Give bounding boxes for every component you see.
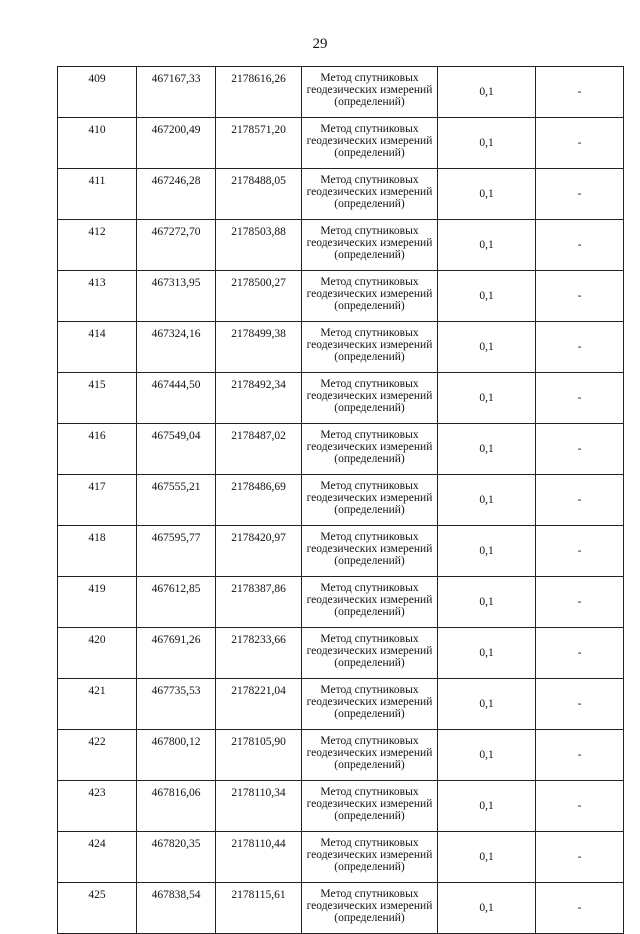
method-cell: Метод спутниковых геодезических измерений (определений): [302, 781, 438, 832]
note-cell: -: [536, 67, 624, 118]
table-row: [58, 169, 624, 220]
table-row: [58, 730, 624, 781]
method-cell: Метод спутниковых геодезических измерений (определений): [302, 67, 438, 118]
note-cell: -: [536, 373, 624, 424]
accuracy-cell: 0,1: [438, 373, 536, 424]
point-number-cell: 424: [58, 832, 137, 883]
y-coordinate-cell: 2178503,88: [216, 220, 302, 271]
point-number-cell: 410: [58, 118, 137, 169]
method-cell: Метод спутниковых геодезических измерений (определений): [302, 271, 438, 322]
table-row: [58, 832, 624, 883]
accuracy-cell: 0,1: [438, 781, 536, 832]
method-cell: Метод спутниковых геодезических измерений (определений): [302, 577, 438, 628]
coordinates-table: [57, 66, 624, 934]
x-coordinate-cell: 467246,28: [137, 169, 216, 220]
method-cell: Метод спутниковых геодезических измерений (определений): [302, 730, 438, 781]
note-cell: -: [536, 883, 624, 934]
note-cell: -: [536, 271, 624, 322]
y-coordinate-cell: 2178487,02: [216, 424, 302, 475]
x-coordinate-cell: 467735,53: [137, 679, 216, 730]
table-row: [58, 220, 624, 271]
y-coordinate-cell: 2178492,34: [216, 373, 302, 424]
method-cell: Метод спутниковых геодезических измерений (определений): [302, 220, 438, 271]
point-number-cell: 411: [58, 169, 137, 220]
point-number-cell: 419: [58, 577, 137, 628]
point-number-cell: 420: [58, 628, 137, 679]
note-cell: -: [536, 169, 624, 220]
x-coordinate-cell: 467549,04: [137, 424, 216, 475]
note-cell: -: [536, 679, 624, 730]
point-number-cell: 409: [58, 67, 137, 118]
coordinates-table-body: [58, 67, 624, 934]
accuracy-cell: 0,1: [438, 220, 536, 271]
accuracy-cell: 0,1: [438, 271, 536, 322]
x-coordinate-cell: 467324,16: [137, 322, 216, 373]
method-cell: Метод спутниковых геодезических измерений (определений): [302, 118, 438, 169]
note-cell: -: [536, 475, 624, 526]
y-coordinate-cell: 2178488,05: [216, 169, 302, 220]
point-number-cell: 417: [58, 475, 137, 526]
accuracy-cell: 0,1: [438, 832, 536, 883]
x-coordinate-cell: 467838,54: [137, 883, 216, 934]
accuracy-cell: 0,1: [438, 628, 536, 679]
note-cell: -: [536, 118, 624, 169]
y-coordinate-cell: 2178105,90: [216, 730, 302, 781]
x-coordinate-cell: 467272,70: [137, 220, 216, 271]
x-coordinate-cell: 467612,85: [137, 577, 216, 628]
method-cell: Метод спутниковых геодезических измерений (определений): [302, 883, 438, 934]
accuracy-cell: 0,1: [438, 67, 536, 118]
point-number-cell: 423: [58, 781, 137, 832]
x-coordinate-cell: 467313,95: [137, 271, 216, 322]
point-number-cell: 422: [58, 730, 137, 781]
table-row: [58, 322, 624, 373]
method-cell: Метод спутниковых геодезических измерений (определений): [302, 832, 438, 883]
table-row: [58, 628, 624, 679]
point-number-cell: 412: [58, 220, 137, 271]
method-cell: Метод спутниковых геодезических измерений (определений): [302, 679, 438, 730]
table-row: [58, 679, 624, 730]
table-row: [58, 475, 624, 526]
x-coordinate-cell: 467800,12: [137, 730, 216, 781]
table-row: [58, 883, 624, 934]
note-cell: -: [536, 781, 624, 832]
y-coordinate-cell: 2178500,27: [216, 271, 302, 322]
y-coordinate-cell: 2178616,26: [216, 67, 302, 118]
page-number: 29: [312, 36, 328, 52]
table-row: [58, 373, 624, 424]
accuracy-cell: 0,1: [438, 730, 536, 781]
method-cell: Метод спутниковых геодезических измерений (определений): [302, 322, 438, 373]
x-coordinate-cell: 467200,49: [137, 118, 216, 169]
y-coordinate-cell: 2178110,44: [216, 832, 302, 883]
note-cell: -: [536, 526, 624, 577]
note-cell: -: [536, 832, 624, 883]
x-coordinate-cell: 467820,35: [137, 832, 216, 883]
table-row: [58, 781, 624, 832]
accuracy-cell: 0,1: [438, 322, 536, 373]
note-cell: -: [536, 322, 624, 373]
y-coordinate-cell: 2178571,20: [216, 118, 302, 169]
point-number-cell: 415: [58, 373, 137, 424]
table-row: [58, 577, 624, 628]
method-cell: Метод спутниковых геодезических измерений (определений): [302, 373, 438, 424]
point-number-cell: 416: [58, 424, 137, 475]
point-number-cell: 421: [58, 679, 137, 730]
note-cell: -: [536, 577, 624, 628]
table-row: [58, 118, 624, 169]
y-coordinate-cell: 2178499,38: [216, 322, 302, 373]
accuracy-cell: 0,1: [438, 526, 536, 577]
accuracy-cell: 0,1: [438, 169, 536, 220]
y-coordinate-cell: 2178387,86: [216, 577, 302, 628]
accuracy-cell: 0,1: [438, 424, 536, 475]
y-coordinate-cell: 2178115,61: [216, 883, 302, 934]
note-cell: -: [536, 220, 624, 271]
x-coordinate-cell: 467691,26: [137, 628, 216, 679]
x-coordinate-cell: 467167,33: [137, 67, 216, 118]
method-cell: Метод спутниковых геодезических измерений (определений): [302, 628, 438, 679]
method-cell: Метод спутниковых геодезических измерений (определений): [302, 424, 438, 475]
y-coordinate-cell: 2178110,34: [216, 781, 302, 832]
note-cell: -: [536, 628, 624, 679]
x-coordinate-cell: 467595,77: [137, 526, 216, 577]
point-number-cell: 414: [58, 322, 137, 373]
x-coordinate-cell: 467444,50: [137, 373, 216, 424]
accuracy-cell: 0,1: [438, 475, 536, 526]
y-coordinate-cell: 2178233,66: [216, 628, 302, 679]
point-number-cell: 425: [58, 883, 137, 934]
x-coordinate-cell: 467555,21: [137, 475, 216, 526]
method-cell: Метод спутниковых геодезических измерений (определений): [302, 475, 438, 526]
method-cell: Метод спутниковых геодезических измерений (определений): [302, 169, 438, 220]
note-cell: -: [536, 424, 624, 475]
x-coordinate-cell: 467816,06: [137, 781, 216, 832]
table-row: [58, 526, 624, 577]
point-number-cell: 418: [58, 526, 137, 577]
point-number-cell: 413: [58, 271, 137, 322]
table-row: [58, 67, 624, 118]
note-cell: -: [536, 730, 624, 781]
accuracy-cell: 0,1: [438, 883, 536, 934]
y-coordinate-cell: 2178420,97: [216, 526, 302, 577]
accuracy-cell: 0,1: [438, 679, 536, 730]
accuracy-cell: 0,1: [438, 118, 536, 169]
table-row: [58, 424, 624, 475]
table-row: [58, 271, 624, 322]
y-coordinate-cell: 2178486,69: [216, 475, 302, 526]
y-coordinate-cell: 2178221,04: [216, 679, 302, 730]
method-cell: Метод спутниковых геодезических измерений (определений): [302, 526, 438, 577]
accuracy-cell: 0,1: [438, 577, 536, 628]
